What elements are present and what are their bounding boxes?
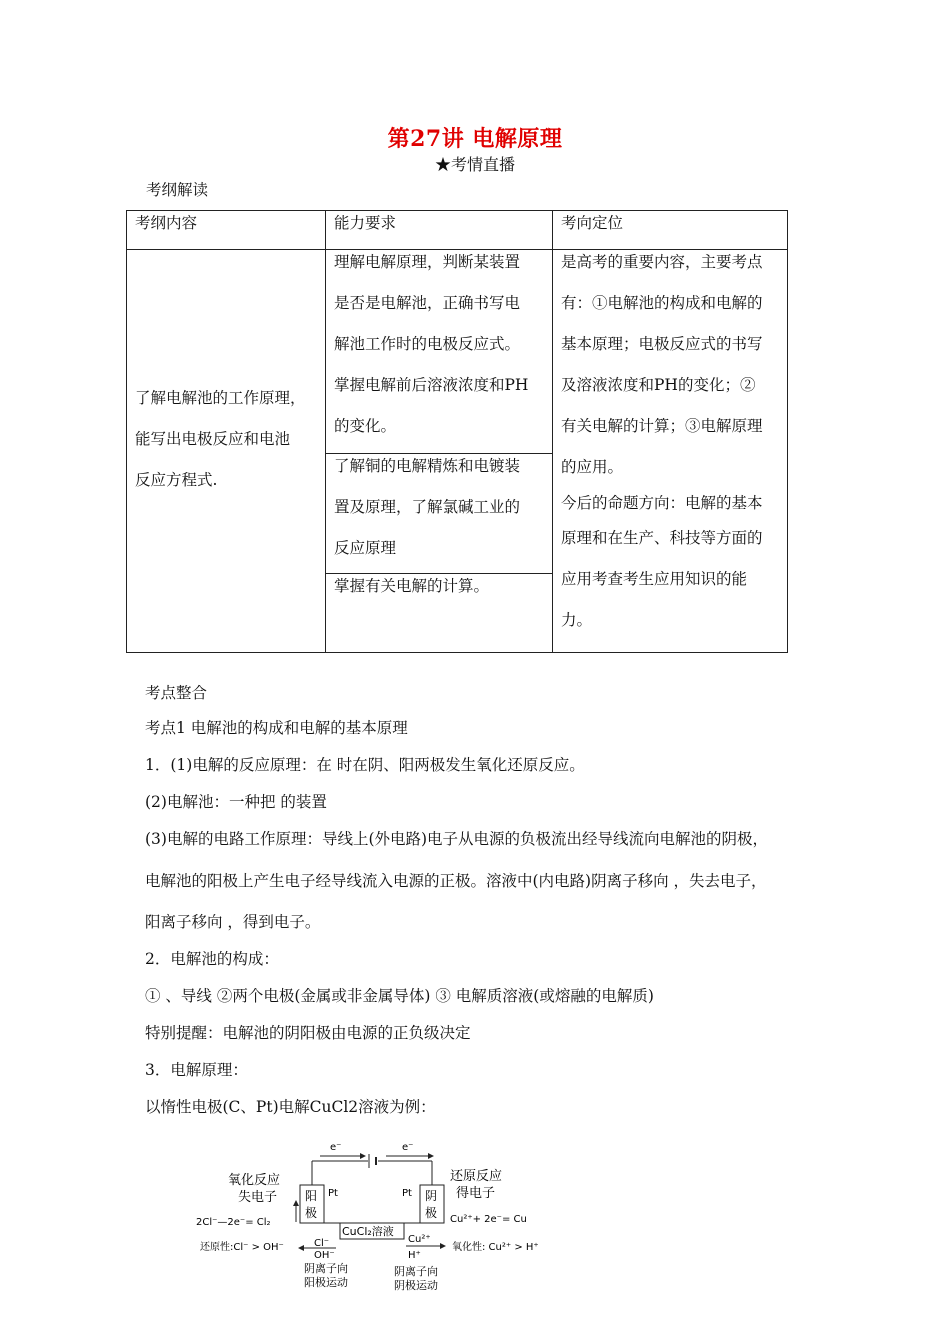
- electron-arrow-icon: [360, 1153, 366, 1159]
- oxidizing-order: 氧化性: Cu²⁺ > H⁺: [452, 1242, 539, 1253]
- gain-electron-label: 得电子: [456, 1186, 496, 1201]
- pt-label: Pt: [328, 1188, 338, 1199]
- direction-line: 及溶液浓度和PH的变化；②: [561, 376, 756, 394]
- anode-label: 极: [305, 1206, 318, 1220]
- direction-line: 应用考查考生应用知识的能: [561, 570, 748, 588]
- pt-label: Pt: [402, 1188, 412, 1199]
- anion-move-label: 阳极运动: [304, 1276, 348, 1289]
- direction-cell: [553, 250, 788, 653]
- header-content: 考纲内容: [127, 211, 326, 250]
- direction-line: 基本原理；电极反应式的书写: [561, 335, 763, 353]
- direction-line: 力。: [561, 611, 593, 629]
- ability-cell-1: [326, 250, 553, 454]
- direction-line: 有：①电解池的构成和电解的: [561, 294, 763, 312]
- ability-cell-3: [326, 573, 553, 652]
- ability-line: 了解铜的电解精炼和电镀装: [334, 457, 521, 475]
- header-ability: 能力要求: [326, 211, 553, 250]
- hydroxide-ion: OH⁻: [314, 1250, 335, 1261]
- ability-line: 置及原理，了解氯碱工业的: [334, 498, 521, 516]
- ability-line: 理解电解原理，判断某装置: [334, 253, 521, 271]
- content-cell: [127, 250, 326, 653]
- cation-move-label: 阴极运动: [394, 1279, 438, 1292]
- body-line-10: 以惰性电极(C、Pt)电解CuCl2溶液为例：: [145, 1098, 436, 1116]
- body-line-9: 3．电解原理：: [145, 1061, 248, 1079]
- copper-ion: Cu²⁺: [408, 1234, 431, 1245]
- direction-line: 是高考的重要内容，主要考点: [561, 253, 763, 271]
- electrolysis-diagram: [190, 1130, 570, 1300]
- content-line: 能写出电极反应和电池: [135, 429, 291, 448]
- body-line-2: (2)电解池：一种把 的装置: [145, 793, 327, 811]
- electron-label: e⁻: [402, 1142, 414, 1153]
- ability-line: 解池工作时的电极反应式。: [334, 335, 521, 353]
- ability-line: 掌握有关电解的计算。: [334, 576, 490, 595]
- anode-label: 阳: [305, 1189, 318, 1203]
- hydrogen-ion: H⁺: [408, 1250, 421, 1261]
- ability-line: 反应原理: [334, 539, 397, 557]
- direction-line: 的应用。: [561, 458, 624, 476]
- header-direction: 考向定位: [553, 211, 788, 250]
- ability-cell-2: [326, 454, 553, 574]
- cathode-label: 极: [425, 1206, 438, 1220]
- oxidation-label: 氧化反应: [228, 1173, 281, 1188]
- cation-move-label: 阴离子向: [394, 1265, 438, 1278]
- body-line-7: ① 、导线 ②两个电极(金属或非金属导体) ③ 电解质溶液(或熔融的电解质): [145, 987, 654, 1005]
- ability-line: 是否是电解池，正确书写电: [334, 294, 521, 312]
- solution-label: CuCl₂溶液: [342, 1225, 394, 1238]
- anode-equation: 2Cl⁻—2e⁻= Cl₂: [196, 1217, 271, 1228]
- ability-line: 掌握电解前后溶液浓度和PH: [334, 376, 529, 394]
- point-heading: 考点1 电解池的构成和电解的基本原理: [145, 719, 408, 737]
- electron-label: e⁻: [330, 1142, 342, 1153]
- electron-arrow-icon: [428, 1153, 434, 1159]
- body-line-3: (3)电解的电路工作原理：导线上(外电路)电子从电源的负极流出经导线流向电解池的阴极，: [145, 830, 769, 848]
- anion-arrow-icon: [298, 1245, 304, 1251]
- page-title: 第27讲 电解原理: [387, 126, 563, 152]
- section-heading: 考点整合: [145, 684, 208, 702]
- chloride-ion: Cl⁻: [314, 1238, 330, 1249]
- direction-line: 原理和在生产、科技等方面的: [561, 529, 763, 547]
- cathode-label: 阴: [425, 1189, 438, 1203]
- body-line-5: 阳离子移向 ，得到电子。: [145, 913, 321, 931]
- direction-line: 今后的命题方向：电解的基本: [561, 494, 763, 512]
- up-arrow-icon: [293, 1200, 299, 1206]
- direction-line: 有关电解的计算；③电解原理: [561, 417, 763, 435]
- outline-label: 考纲解读: [146, 181, 209, 199]
- page-subtitle: ★考情直播: [434, 155, 515, 174]
- ability-line: 的变化。: [334, 417, 397, 435]
- reduction-label: 还原反应: [450, 1169, 503, 1184]
- anion-move-label: 阴离子向: [304, 1262, 348, 1275]
- reducing-order: 还原性:Cl⁻ > OH⁻: [200, 1242, 284, 1253]
- body-line-1: 1．(1)电解的反应原理：在 时在阴、阳两极发生氧化还原反应。: [145, 756, 585, 774]
- body-line-4: 电解池的阳极上产生电子经导线流入电源的正极。溶液中(内电路)阴离子移向 ，失去电子，: [145, 872, 767, 890]
- outline-table: [126, 210, 788, 653]
- content-line: 了解电解池的工作原理，: [135, 388, 306, 407]
- lose-electron-label: 失电子: [238, 1190, 278, 1205]
- content-line: 反应方程式.: [135, 470, 218, 489]
- body-line-6: 2．电解池的构成：: [145, 950, 279, 968]
- cathode-equation: Cu²⁺+ 2e⁻= Cu: [450, 1214, 527, 1225]
- cation-arrow-icon: [440, 1243, 446, 1249]
- body-line-8: 特别提醒：电解池的阴阳极由电源的正负级决定: [145, 1024, 471, 1042]
